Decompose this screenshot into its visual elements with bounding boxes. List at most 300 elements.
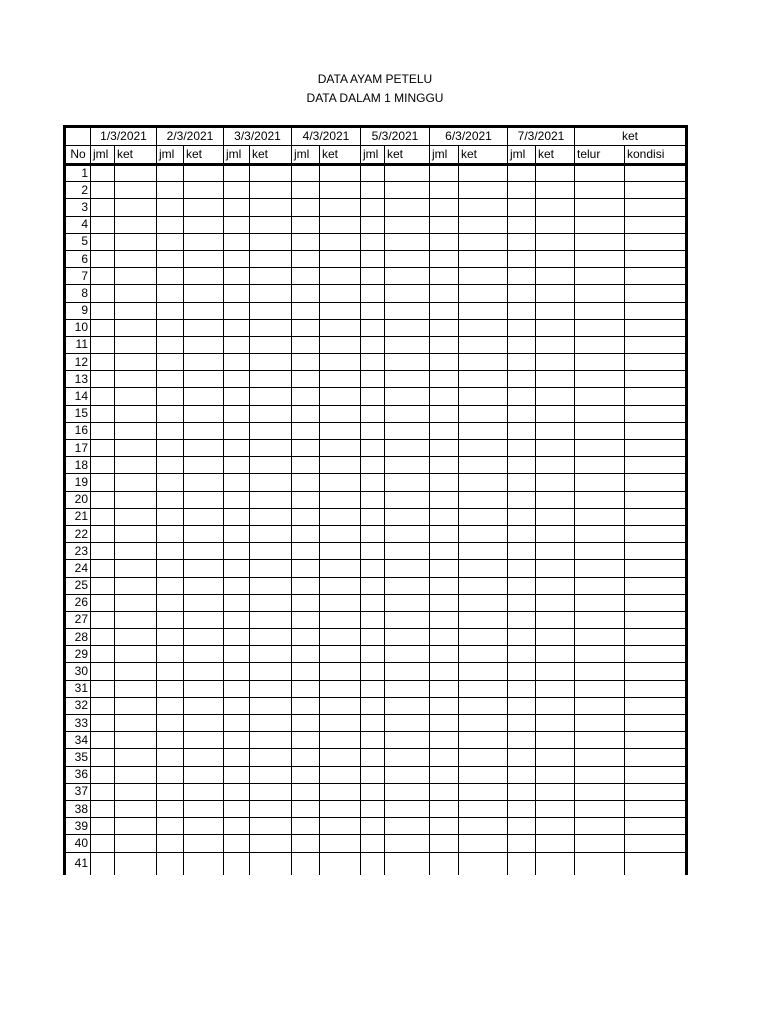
data-cell[interactable] [575,800,625,817]
data-cell[interactable] [575,766,625,783]
data-cell[interactable] [508,594,536,611]
data-cell[interactable] [250,525,292,542]
data-cell[interactable] [250,165,292,182]
data-cell[interactable] [536,663,575,680]
data-cell[interactable] [157,560,184,577]
data-cell[interactable] [575,594,625,611]
data-cell[interactable] [361,800,385,817]
data-cell[interactable] [508,852,536,875]
data-cell[interactable] [250,835,292,852]
data-cell[interactable] [250,594,292,611]
data-cell[interactable] [625,629,687,646]
data-cell[interactable] [459,354,508,371]
data-cell[interactable] [157,508,184,525]
data-cell[interactable] [459,233,508,250]
data-cell[interactable] [536,354,575,371]
data-cell[interactable] [459,646,508,663]
data-cell[interactable] [115,577,157,594]
data-cell[interactable] [157,594,184,611]
data-cell[interactable] [575,371,625,388]
data-cell[interactable] [320,680,361,697]
data-cell[interactable] [184,594,224,611]
data-cell[interactable] [250,732,292,749]
data-cell[interactable] [115,474,157,491]
data-cell[interactable] [91,405,115,422]
data-cell[interactable] [430,577,459,594]
data-cell[interactable] [224,766,250,783]
data-cell[interactable] [361,594,385,611]
data-cell[interactable] [91,250,115,267]
data-cell[interactable] [625,715,687,732]
data-cell[interactable] [430,852,459,875]
data-cell[interactable] [459,577,508,594]
data-cell[interactable] [508,268,536,285]
data-cell[interactable] [250,697,292,714]
data-cell[interactable] [320,697,361,714]
data-cell[interactable] [361,835,385,852]
data-cell[interactable] [575,474,625,491]
data-cell[interactable] [385,852,430,875]
data-cell[interactable] [224,474,250,491]
data-cell[interactable] [91,577,115,594]
data-cell[interactable] [157,697,184,714]
data-cell[interactable] [625,749,687,766]
data-cell[interactable] [157,491,184,508]
data-cell[interactable] [625,199,687,216]
data-cell[interactable] [508,405,536,422]
data-cell[interactable] [536,233,575,250]
data-cell[interactable] [575,697,625,714]
data-cell[interactable] [91,508,115,525]
data-cell[interactable] [508,663,536,680]
data-cell[interactable] [385,199,430,216]
data-cell[interactable] [625,285,687,302]
data-cell[interactable] [250,388,292,405]
data-cell[interactable] [115,611,157,628]
data-cell[interactable] [459,697,508,714]
data-cell[interactable] [250,336,292,353]
data-cell[interactable] [536,440,575,457]
data-cell[interactable] [320,646,361,663]
data-cell[interactable] [115,852,157,875]
data-cell[interactable] [320,818,361,835]
data-cell[interactable] [625,577,687,594]
data-cell[interactable] [250,354,292,371]
data-cell[interactable] [459,336,508,353]
data-cell[interactable] [91,319,115,336]
data-cell[interactable] [157,852,184,875]
data-cell[interactable] [115,697,157,714]
data-cell[interactable] [361,766,385,783]
data-cell[interactable] [292,457,320,474]
data-cell[interactable] [625,594,687,611]
data-cell[interactable] [459,474,508,491]
data-cell[interactable] [625,457,687,474]
data-cell[interactable] [508,732,536,749]
data-cell[interactable] [292,319,320,336]
data-cell[interactable] [430,560,459,577]
data-cell[interactable] [625,818,687,835]
data-cell[interactable] [250,250,292,267]
data-cell[interactable] [430,457,459,474]
data-cell[interactable] [625,852,687,875]
data-cell[interactable] [250,440,292,457]
data-cell[interactable] [157,199,184,216]
data-cell[interactable] [320,663,361,680]
data-cell[interactable] [157,525,184,542]
data-cell[interactable] [385,371,430,388]
data-cell[interactable] [508,646,536,663]
data-cell[interactable] [625,560,687,577]
data-cell[interactable] [184,371,224,388]
data-cell[interactable] [361,182,385,199]
data-cell[interactable] [292,646,320,663]
data-cell[interactable] [361,422,385,439]
data-cell[interactable] [115,216,157,233]
data-cell[interactable] [320,543,361,560]
data-cell[interactable] [115,440,157,457]
data-cell[interactable] [625,525,687,542]
data-cell[interactable] [184,199,224,216]
data-cell[interactable] [250,474,292,491]
data-cell[interactable] [361,457,385,474]
data-cell[interactable] [459,457,508,474]
data-cell[interactable] [250,800,292,817]
data-cell[interactable] [320,233,361,250]
data-cell[interactable] [536,577,575,594]
data-cell[interactable] [625,182,687,199]
data-cell[interactable] [361,440,385,457]
data-cell[interactable] [430,783,459,800]
data-cell[interactable] [115,543,157,560]
data-cell[interactable] [320,285,361,302]
data-cell[interactable] [508,577,536,594]
data-cell[interactable] [250,491,292,508]
data-cell[interactable] [224,663,250,680]
data-cell[interactable] [459,422,508,439]
data-cell[interactable] [385,732,430,749]
data-cell[interactable] [320,800,361,817]
data-cell[interactable] [430,766,459,783]
data-cell[interactable] [625,405,687,422]
data-cell[interactable] [91,611,115,628]
data-cell[interactable] [292,182,320,199]
data-cell[interactable] [508,182,536,199]
data-cell[interactable] [536,680,575,697]
data-cell[interactable] [184,268,224,285]
data-cell[interactable] [224,199,250,216]
data-cell[interactable] [320,749,361,766]
data-cell[interactable] [91,440,115,457]
data-cell[interactable] [224,560,250,577]
data-cell[interactable] [320,766,361,783]
data-cell[interactable] [115,646,157,663]
data-cell[interactable] [430,594,459,611]
data-cell[interactable] [320,491,361,508]
data-cell[interactable] [625,491,687,508]
data-cell[interactable] [385,800,430,817]
data-cell[interactable] [575,560,625,577]
data-cell[interactable] [625,474,687,491]
data-cell[interactable] [184,697,224,714]
data-cell[interactable] [536,766,575,783]
data-cell[interactable] [625,302,687,319]
data-cell[interactable] [508,783,536,800]
data-cell[interactable] [575,336,625,353]
data-cell[interactable] [361,543,385,560]
data-cell[interactable] [508,818,536,835]
data-cell[interactable] [320,835,361,852]
data-cell[interactable] [91,285,115,302]
data-cell[interactable] [115,680,157,697]
data-cell[interactable] [157,336,184,353]
data-cell[interactable] [157,302,184,319]
data-cell[interactable] [361,199,385,216]
data-cell[interactable] [575,199,625,216]
data-cell[interactable] [157,285,184,302]
data-cell[interactable] [115,594,157,611]
data-cell[interactable] [292,611,320,628]
data-cell[interactable] [320,715,361,732]
data-cell[interactable] [575,354,625,371]
data-cell[interactable] [184,182,224,199]
data-cell[interactable] [361,216,385,233]
data-cell[interactable] [250,680,292,697]
data-cell[interactable] [292,629,320,646]
data-cell[interactable] [385,715,430,732]
data-cell[interactable] [184,422,224,439]
data-cell[interactable] [459,405,508,422]
data-cell[interactable] [430,354,459,371]
data-cell[interactable] [224,388,250,405]
data-cell[interactable] [625,732,687,749]
data-cell[interactable] [184,732,224,749]
data-cell[interactable] [459,594,508,611]
data-cell[interactable] [115,199,157,216]
data-cell[interactable] [385,594,430,611]
data-cell[interactable] [385,474,430,491]
data-cell[interactable] [575,457,625,474]
data-cell[interactable] [385,508,430,525]
data-cell[interactable] [385,457,430,474]
data-cell[interactable] [430,732,459,749]
data-cell[interactable] [157,732,184,749]
data-cell[interactable] [91,525,115,542]
data-cell[interactable] [536,405,575,422]
data-cell[interactable] [292,233,320,250]
data-cell[interactable] [184,405,224,422]
data-cell[interactable] [250,646,292,663]
data-cell[interactable] [508,233,536,250]
data-cell[interactable] [430,474,459,491]
data-cell[interactable] [508,611,536,628]
data-cell[interactable] [320,165,361,182]
data-cell[interactable] [536,268,575,285]
data-cell[interactable] [508,766,536,783]
data-cell[interactable] [536,319,575,336]
data-cell[interactable] [184,852,224,875]
data-cell[interactable] [536,388,575,405]
data-cell[interactable] [430,422,459,439]
data-cell[interactable] [361,250,385,267]
data-cell[interactable] [157,749,184,766]
data-cell[interactable] [625,165,687,182]
data-cell[interactable] [224,319,250,336]
data-cell[interactable] [184,577,224,594]
data-cell[interactable] [91,783,115,800]
data-cell[interactable] [250,285,292,302]
data-cell[interactable] [115,629,157,646]
data-cell[interactable] [575,182,625,199]
data-cell[interactable] [536,629,575,646]
data-cell[interactable] [184,611,224,628]
data-cell[interactable] [508,199,536,216]
data-cell[interactable] [536,560,575,577]
data-cell[interactable] [385,577,430,594]
data-cell[interactable] [385,611,430,628]
data-cell[interactable] [575,165,625,182]
data-cell[interactable] [184,629,224,646]
data-cell[interactable] [320,336,361,353]
data-cell[interactable] [459,560,508,577]
data-cell[interactable] [320,388,361,405]
data-cell[interactable] [536,783,575,800]
data-cell[interactable] [385,165,430,182]
data-cell[interactable] [459,491,508,508]
data-cell[interactable] [575,611,625,628]
data-cell[interactable] [224,715,250,732]
data-cell[interactable] [575,268,625,285]
data-cell[interactable] [184,285,224,302]
data-cell[interactable] [91,766,115,783]
data-cell[interactable] [184,474,224,491]
data-cell[interactable] [508,440,536,457]
data-cell[interactable] [575,388,625,405]
data-cell[interactable] [320,474,361,491]
data-cell[interactable] [224,165,250,182]
data-cell[interactable] [292,268,320,285]
data-cell[interactable] [625,354,687,371]
data-cell[interactable] [157,715,184,732]
data-cell[interactable] [184,560,224,577]
data-cell[interactable] [361,629,385,646]
data-cell[interactable] [320,354,361,371]
data-cell[interactable] [459,818,508,835]
data-cell[interactable] [91,594,115,611]
data-cell[interactable] [292,577,320,594]
data-cell[interactable] [157,216,184,233]
data-cell[interactable] [292,835,320,852]
data-cell[interactable] [385,646,430,663]
data-cell[interactable] [385,680,430,697]
data-cell[interactable] [575,783,625,800]
data-cell[interactable] [536,457,575,474]
data-cell[interactable] [459,680,508,697]
data-cell[interactable] [157,766,184,783]
data-cell[interactable] [459,268,508,285]
data-cell[interactable] [459,852,508,875]
data-cell[interactable] [459,715,508,732]
data-cell[interactable] [184,646,224,663]
data-cell[interactable] [250,663,292,680]
data-cell[interactable] [115,732,157,749]
data-cell[interactable] [115,233,157,250]
data-cell[interactable] [430,749,459,766]
data-cell[interactable] [536,216,575,233]
data-cell[interactable] [361,715,385,732]
data-cell[interactable] [157,835,184,852]
data-cell[interactable] [385,302,430,319]
data-cell[interactable] [115,302,157,319]
data-cell[interactable] [625,835,687,852]
data-cell[interactable] [224,491,250,508]
data-cell[interactable] [508,319,536,336]
data-cell[interactable] [184,783,224,800]
data-cell[interactable] [115,491,157,508]
data-cell[interactable] [430,216,459,233]
data-cell[interactable] [250,199,292,216]
data-cell[interactable] [430,250,459,267]
data-cell[interactable] [91,663,115,680]
data-cell[interactable] [536,818,575,835]
data-cell[interactable] [536,715,575,732]
data-cell[interactable] [184,216,224,233]
data-cell[interactable] [459,663,508,680]
data-cell[interactable] [224,594,250,611]
data-cell[interactable] [361,508,385,525]
data-cell[interactable] [157,611,184,628]
data-cell[interactable] [385,388,430,405]
data-cell[interactable] [430,319,459,336]
data-cell[interactable] [115,766,157,783]
data-cell[interactable] [625,336,687,353]
data-cell[interactable] [508,302,536,319]
data-cell[interactable] [361,319,385,336]
data-cell[interactable] [115,319,157,336]
data-cell[interactable] [430,835,459,852]
data-cell[interactable] [575,319,625,336]
data-cell[interactable] [320,268,361,285]
data-cell[interactable] [385,440,430,457]
data-cell[interactable] [430,388,459,405]
data-cell[interactable] [115,250,157,267]
data-cell[interactable] [184,250,224,267]
data-cell[interactable] [224,508,250,525]
data-cell[interactable] [320,319,361,336]
data-cell[interactable] [292,285,320,302]
data-cell[interactable] [430,629,459,646]
data-cell[interactable] [536,199,575,216]
data-cell[interactable] [385,491,430,508]
data-cell[interactable] [292,405,320,422]
data-cell[interactable] [250,182,292,199]
data-cell[interactable] [224,457,250,474]
data-cell[interactable] [430,680,459,697]
data-cell[interactable] [184,302,224,319]
data-cell[interactable] [508,354,536,371]
data-cell[interactable] [91,422,115,439]
data-cell[interactable] [292,525,320,542]
data-cell[interactable] [91,543,115,560]
data-cell[interactable] [224,783,250,800]
data-cell[interactable] [292,732,320,749]
data-cell[interactable] [91,182,115,199]
data-cell[interactable] [361,611,385,628]
data-cell[interactable] [250,611,292,628]
data-cell[interactable] [224,835,250,852]
data-cell[interactable] [508,697,536,714]
data-cell[interactable] [224,302,250,319]
